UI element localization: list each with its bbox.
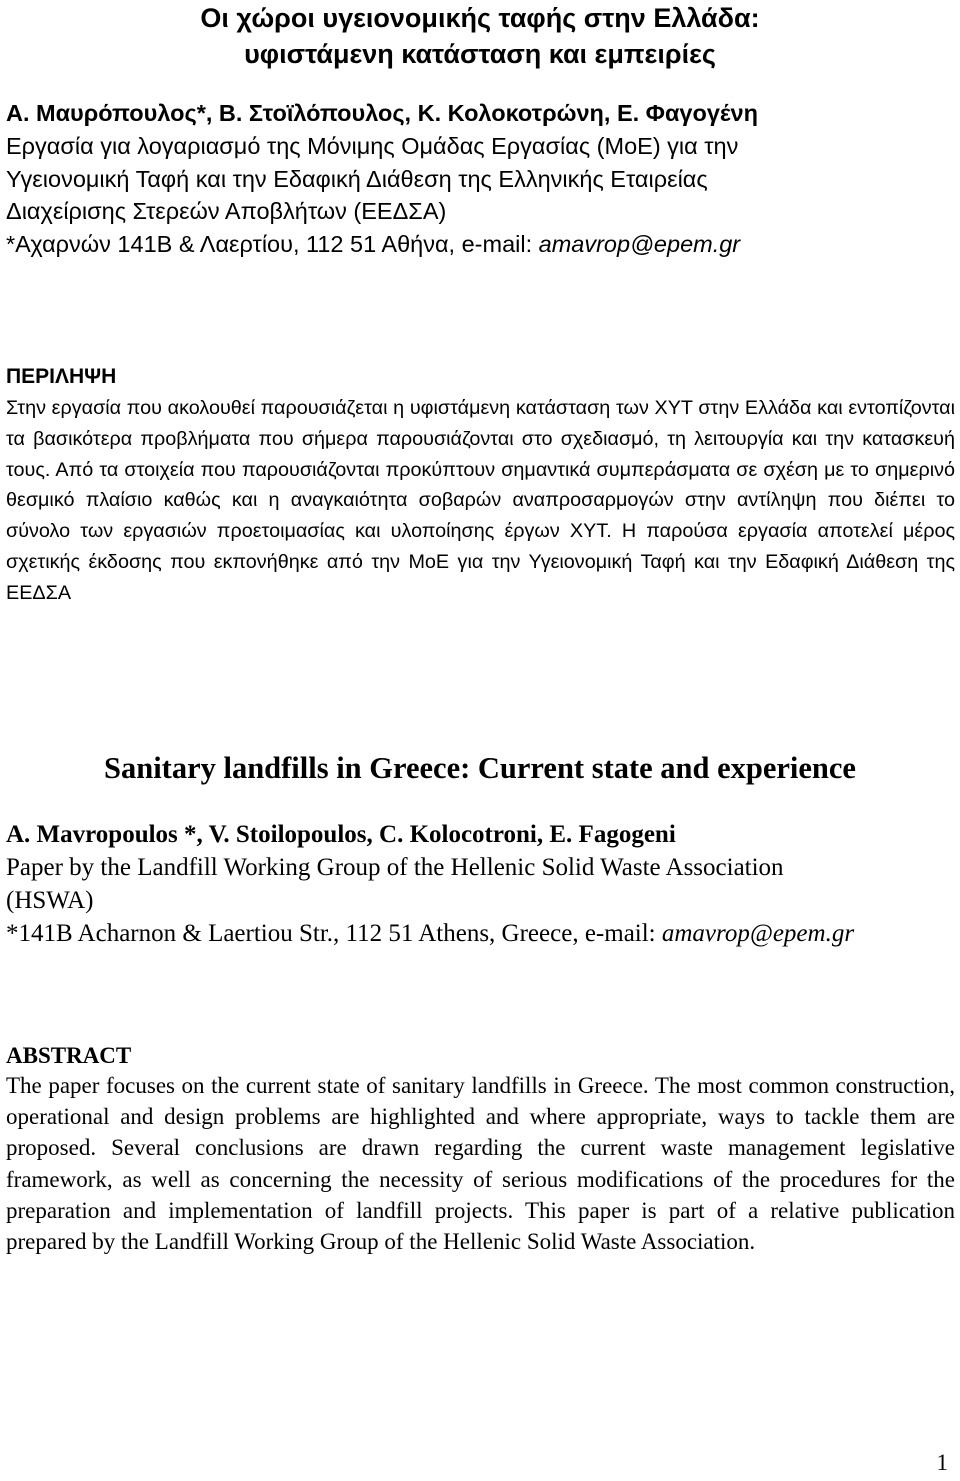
english-abstract-text: The paper focuses on the current state of sanitary landfills in Greece. The most common construction, operational and design problems are highlighted and where appropriate, ways to tackle them are proposed. Several conclusions are drawn regarding the current waste management legislative framework, as well as concerning the necessity of serious modifications of the procedures for the preparation and implementation of landfill projects. This paper is part of a relative publication prepared by the Landfill Working Group of the Hellenic Solid Waste Association. xyxy=(6,1073,955,1255)
greek-title xyxy=(0,0,960,72)
english-affiliation-line-2: (HSWA) xyxy=(6,887,94,914)
greek-affiliation-line-3: Διαχείρισης Στερεών Αποβλήτων (ΕΕΔΣΑ) xyxy=(6,198,447,224)
greek-address-text: *Αχαρνών 141Β & Λαερτίου, 112 51 Αθήνα, e-mail: xyxy=(6,230,539,257)
english-address-text: *141B Acharnon & Laertiou Str., 112 51 Athens, Greece, e-mail: xyxy=(6,920,662,947)
english-authors: A. Mavropoulos *, V. Stoilopoulos, C. Kolocotroni, E. Fagogeni xyxy=(6,821,676,848)
greek-title-line-1: Οι χώροι υγειονομικής ταφής στην Ελλάδα: xyxy=(200,3,760,33)
greek-abstract-heading: ΠΕΡΙΛΗΨΗ xyxy=(6,365,117,388)
english-affiliation-line-1: Paper by the Landfill Working Group of the Hellenic Solid Waste Association xyxy=(6,854,784,881)
greek-title-line-2: υφιστάμενη κατάσταση και εμπειρίες xyxy=(244,39,716,69)
english-abstract-heading: ABSTRACT xyxy=(6,1043,132,1068)
greek-affiliation-line-1: Εργασία για λογαριασμό της Μόνιμης Ομάδας Εργασίας (ΜοΕ) για την xyxy=(6,133,739,159)
page-number: 1 xyxy=(936,1450,948,1475)
greek-address xyxy=(6,228,956,261)
english-email: amavrop@epem.gr xyxy=(661,920,855,947)
english-title: Sanitary landfills in Greece: Current state and experience xyxy=(104,751,856,785)
greek-authors: Α. Μαυρόπουλος*, Β. Στοϊλόπουλος, Κ. Κολοκοτρώνη, Ε. Φαγογένη xyxy=(6,100,758,126)
english-affiliation xyxy=(6,851,956,950)
english-address xyxy=(6,917,956,950)
greek-email: amavrop@epem.gr xyxy=(538,230,741,257)
greek-affiliation xyxy=(6,130,956,260)
greek-affiliation-line-2: Υγειονομική Ταφή και την Εδαφική Διάθεση της Ελληνικής Εταιρείας xyxy=(6,165,708,192)
greek-abstract-text: Στην εργασία που ακολουθεί παρουσιάζεται η υφιστάμενη κατάσταση των ΧΥΤ στην Ελλάδα και εντοπίζονται τα βασικότερα προβλήματα που σήμερα παρουσιάζονται στο σχεδιασμό, τη λειτουργία και την κατασκευή τους. Από τα στοιχεία που παρουσιάζονται προκύπτουν σημαντικά συμπεράσματα σε σχέση με το σημερινό θεσμικό πλαίσιο καθώς και η αναγκαιότητα σοβαρών αναπροσαρμογών στην αντίληψη που διέπει το σύνολο των εργασιών προετοιμασίας και υλοποίησης έργων ΧΥΤ. Η παρούσα εργασία αποτελεί μέρος σχετικής έκδοσης που εκπονήθηκε από την ΜοΕ για την Υγειονομική Ταφή και την Εδαφική Διάθεση της ΕΕΔΣΑ xyxy=(6,397,955,604)
